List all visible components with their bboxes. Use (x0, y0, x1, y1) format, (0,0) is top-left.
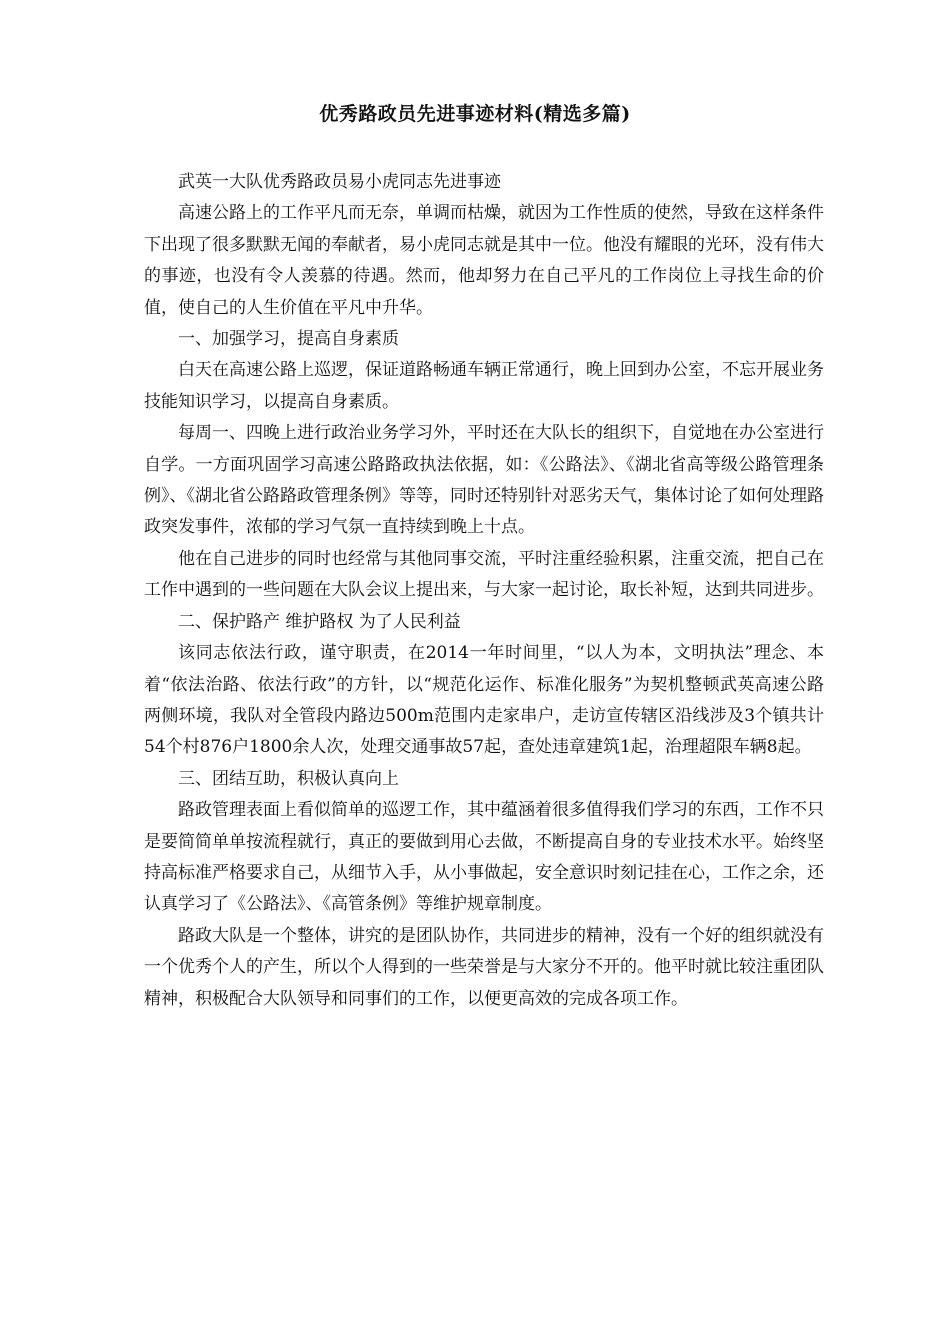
paragraph-study-daily: 白天在高速公路上巡逻，保证道路畅通车辆正常通行，晚上回到办公室，不忘开展业务技能知识学习，以提高自身素质。 (144, 360, 824, 412)
section-heading-1: 一、加强学习，提高自身素质 (178, 329, 399, 350)
document-title: 优秀路政员先进事迹材料(精选多篇) (319, 103, 631, 125)
paragraph-law-enforcement: 该同志依法行政，谨守职责，在2014一年时间里，“以人为本，文明执法”理念、本着“依法治路、依法行政”的方针，以“规范化运作、标准化服务”为契机整顿武英高速公路两侧环境，我队对全管段内路边500m范围内走家串户，走访宣传辖区沿线涉及3个镇共计54个村876户1800余人次，处理交通事故57起，查处违章建筑1起，治理超限车辆8起。 (144, 643, 824, 758)
paragraph-teamwork: 路政大队是一个整体，讲究的是团队协作，共同进步的精神，没有一个好的组织就没有一个优秀个人的产生，所以个人得到的一些荣誉是与大家分不开的。他平时就比较注重团队精神，积极配合大队领导和同事们的工作，以便更高效的完成各项工作。 (144, 925, 824, 1009)
paragraph-exchange: 他在自己进步的同时也经常与其他同事交流，平时注重经验积累，注重交流，把自己在工作中遇到的一些问题在大队会议上提出来，与大家一起讨论，取长补短，达到共同进步。 (144, 548, 824, 601)
paragraph-patrol-work: 路政管理表面上看似简单的巡逻工作，其中蕴涵着很多值得我们学习的东西，工作不只是要简简单单按流程就行，真正的要做到用心去做，不断提高自身的专业技术水平。始终坚持高标准严格要求自己，从细节入手，从小事做起，安全意识时刻记挂在心，工作之余，还认真学习了《公路法》、《高管条例》等维护规章制度。 (144, 800, 824, 915)
paragraph-subtitle: 武英一大队优秀路政员易小虎同志先进事迹 (178, 172, 501, 192)
paragraph-study-weekly: 每周一、四晚上进行政治业务学习外，平时还在大队长的组织下，自觉地在办公室进行自学。一方面巩固学习高速公路路政执法依据，如：《公路法》、《湖北省高等级公路管理条例》、《湖北省公路路政管理条例》等等，同时还特别针对恶劣天气，集体讨论了如何处理路政突发事件，浓郁的学习气氛一直持续到晚上十点。 (144, 423, 824, 538)
section-heading-2: 二、保护路产 维护路权 为了人民利益 (178, 611, 461, 632)
section-heading-3: 三、团结互助，积极认真向上 (178, 768, 399, 789)
document-body (144, 167, 824, 1015)
paragraph-intro: 高速公路上的工作平凡而无奈，单调而枯燥，就因为工作性质的使然，导致在这样条件下出现了很多默默无闻的奉献者，易小虎同志就是其中一位。他没有耀眼的光环，没有伟大的事迹，也没有令人羡慕的待遇。然而，他却努力在自己平凡的工作岗位上寻找生命的价值，使自己的人生价值在平凡中升华。 (144, 203, 824, 318)
